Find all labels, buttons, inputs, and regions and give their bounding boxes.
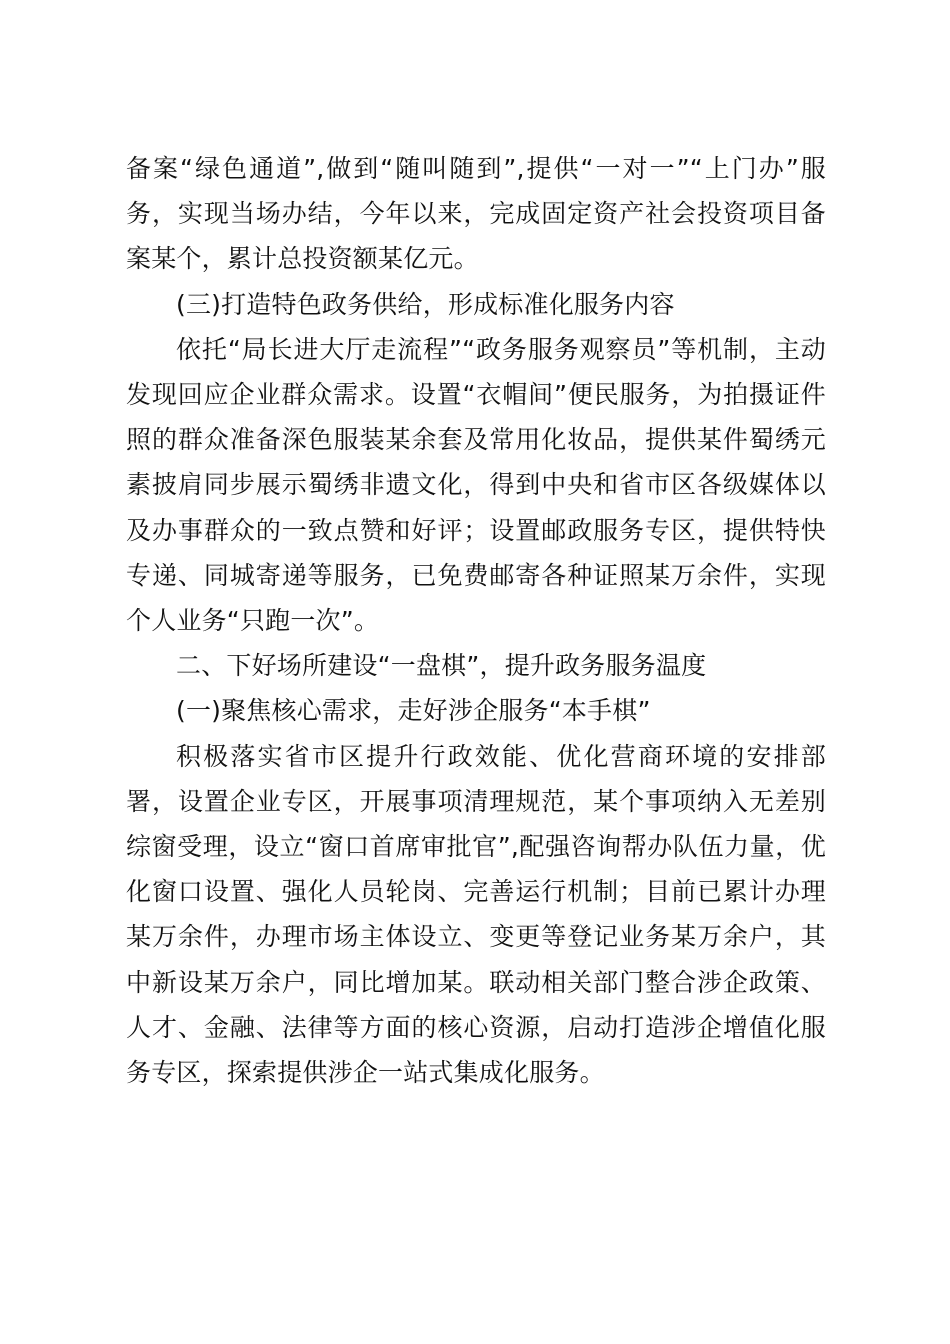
- paragraph-continuation: 备案“绿色通道”,做到“随叫随到”,提供“一对一”“上门办”服务，实现当场办结，今年以来，完成固定资产社会投资项目备案某个，累计总投资额某亿元。: [126, 154, 826, 274]
- chapter-heading-2: 二、下好场所建设“一盘棋”，提升政务服务温度: [176, 651, 707, 681]
- section-heading-3: (三)打造特色政务供给，形成标准化服务内容: [176, 289, 675, 319]
- section-heading-1: (一)聚焦核心需求，走好涉企服务“本手棋”: [176, 696, 651, 726]
- document-body: [126, 146, 826, 1095]
- paragraph-body: 依托“局长进大厅走流程”“政务服务观察员”等机制，主动发现回应企业群众需求。设置“衣帽间”便民服务，为拍摄证件照的群众准备深色服装某余套及常用化妆品，提供某件蜀绣元素披肩同步展示蜀绣非遗文化，得到中央和省市区各级媒体以及办事群众的一致点赞和好评；设置邮政服务专区，提供特快专递、同城寄递等服务，已免费邮寄各种证照某万余件，实现个人业务“只跑一次”。: [126, 334, 826, 636]
- paragraph-body: 积极落实省市区提升行政效能、优化营商环境的安排部署，设置企业专区，开展事项清理规范，某个事项纳入无差别综窗受理，设立“窗口首席审批官”,配强咨询帮办队伍力量，优化窗口设置、强化人员轮岗、完善运行机制；目前已累计办理某万余件，办理市场主体设立、变更等登记业务某万余户，其中新设某万余户，同比增加某。联动相关部门整合涉企政策、人才、金融、法律等方面的核心资源，启动打造涉企增值化服务专区，探索提供涉企一站式集成化服务。: [126, 741, 826, 1088]
